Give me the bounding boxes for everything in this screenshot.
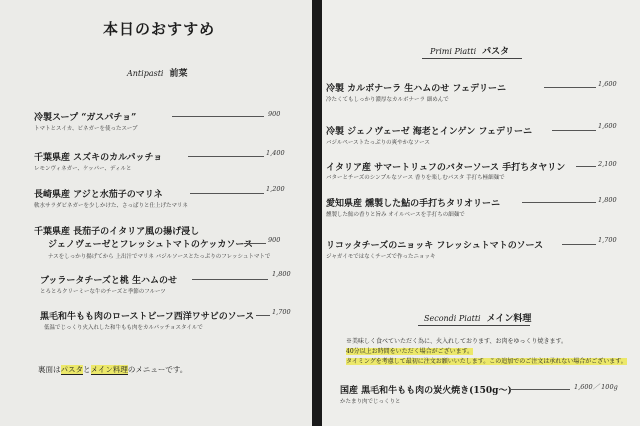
section-heading-secondi: [424, 311, 531, 324]
notice-line: [346, 357, 627, 367]
dish-price: 2,100: [598, 160, 617, 168]
section-jp: 前菜: [169, 69, 188, 79]
dish-price: 1,400: [266, 149, 285, 157]
dish-name: 冷製スープ “ガスパチョ”: [34, 113, 137, 123]
dish-name: 黒毛和牛もも肉のローストビーフ西洋ワサビのソース: [40, 312, 255, 322]
dish-description: ジャガイモではなくチーズで作ったニョッキ: [326, 254, 436, 260]
price-leader: [544, 87, 596, 88]
price-leader: [172, 116, 264, 117]
price-leader: [552, 130, 596, 131]
dish-name: 長崎県産 アジと水茄子のマリネ: [34, 190, 163, 200]
dish-name: 千葉県産 スズキのカルパッチョ: [34, 153, 163, 163]
notice-line: ※美味しく食べていただく為に、火入れしております、お肉をゆっくり焼きます。: [346, 338, 567, 345]
section-heading-primi: [430, 44, 509, 57]
dish-price: 1,600: [598, 80, 617, 88]
notice-highlight: 40分以上お時間をいただく場合がございます。: [346, 348, 474, 355]
dish-price: 1,800: [272, 270, 291, 278]
price-leader: [256, 315, 270, 316]
section-italic: Primi Piatti: [430, 47, 477, 56]
note-main: メイン料理: [90, 365, 128, 374]
dish-description: 軟水サラダビネガーを少しかけた、さっぱりと仕上げたマリネ: [34, 203, 188, 209]
section-underline: [418, 325, 530, 326]
section-italic: Secondi Piatti: [424, 314, 481, 323]
dish-name: 冷製 ジェノヴェーゼ 海老とインゲン フェデリーニ: [326, 127, 533, 137]
dish-price: 1,600: [598, 122, 617, 130]
section-underline: [422, 58, 522, 59]
dish-description: レモンヴィネガー、ケッパー、ディルと: [34, 166, 132, 172]
dish-price: 1,200: [266, 185, 285, 193]
dish-name: リコッタチーズのニョッキ フレッシュトマトのソース: [326, 241, 544, 251]
dish-description: かたまり肉でじっくりと: [340, 399, 401, 405]
notice-line: [346, 347, 473, 357]
dish-price: 1,700: [598, 236, 617, 244]
right-menu-page: [322, 0, 640, 426]
price-leader: [562, 244, 596, 245]
dish-name: ブッラータチーズと桃 生ハムのせ: [40, 276, 178, 286]
price-leader: [244, 243, 266, 244]
section-italic: Antipasti: [127, 69, 164, 78]
price-leader: [190, 193, 264, 194]
dish-description: 燻製した鮎の香りと旨み オイルベースを手打ちの細麺で: [326, 212, 465, 218]
note-and: と: [83, 365, 91, 374]
dish-description: とろとろクリーミーな牛のチーズと季節のフルーツ: [40, 289, 166, 295]
dish-name: 千葉県産 長茄子のイタリア風の揚げ浸し: [34, 227, 200, 237]
note-pre: 裏面は: [38, 365, 61, 374]
price-leader: [192, 279, 268, 280]
dish-name: 冷製 カルボナーラ 生ハムのせ フェデリーニ: [326, 84, 506, 94]
dish-description: バターとチーズのシンプルなソース 香りを楽しむパスタ 手打ち極細麺で: [326, 175, 505, 181]
dish-price: 900: [268, 110, 281, 118]
section-jp: メイン料理: [486, 314, 532, 324]
dish-description: ナスをしっかり揚げてから 上出汁でマリネ バジルソースとたっぷりのフレッシュトマトで: [48, 254, 271, 260]
price-leader: [188, 156, 264, 157]
dish-name-sub: ジェノヴェーゼとフレッシュトマトのケッカソース: [48, 240, 253, 250]
dish-name: 愛知県産 燻製した鮎の手打ちタリオリーニ: [326, 199, 501, 209]
dish-price: 1,600／ 100g: [574, 383, 618, 391]
price-leader: [576, 166, 596, 167]
page-title: 本日のおすすめ: [103, 20, 216, 38]
dish-description: 冷たくてもしっかり濃厚なカルボナーラ 細めんで: [326, 97, 449, 103]
dish-price: 1,800: [598, 196, 617, 204]
note-post: のメニューです。: [127, 365, 188, 374]
note-pasta: パスタ: [60, 365, 83, 374]
dish-price: 1,700: [272, 308, 291, 316]
dish-price: 900: [268, 236, 281, 244]
price-leader: [522, 202, 596, 203]
dish-name: イタリア産 サマートリュフのバターソース 手打ちタヤリン: [326, 163, 566, 173]
section-jp: パスタ: [482, 47, 510, 57]
notice-highlight: タイミングを考慮して最初に注文お願いいたします。この追加でのご注文は承れない場合がございます。: [346, 358, 627, 365]
dish-description: バジルペーストたっぷりの爽やかなソース: [326, 140, 430, 146]
reverse-side-note: [38, 364, 187, 375]
dish-name: 国産 黒毛和牛もも肉の炭火焼き(150g〜): [340, 386, 512, 396]
left-menu-page: [0, 0, 312, 426]
dish-description: 低温でじっくり火入れした和牛もも肉をカルパッチョスタイルで: [44, 325, 203, 331]
dish-description: トマトとスイカ、ビネガーを使ったスープ: [34, 126, 138, 132]
section-heading-antipasti: [127, 66, 188, 79]
price-leader: [510, 389, 570, 390]
